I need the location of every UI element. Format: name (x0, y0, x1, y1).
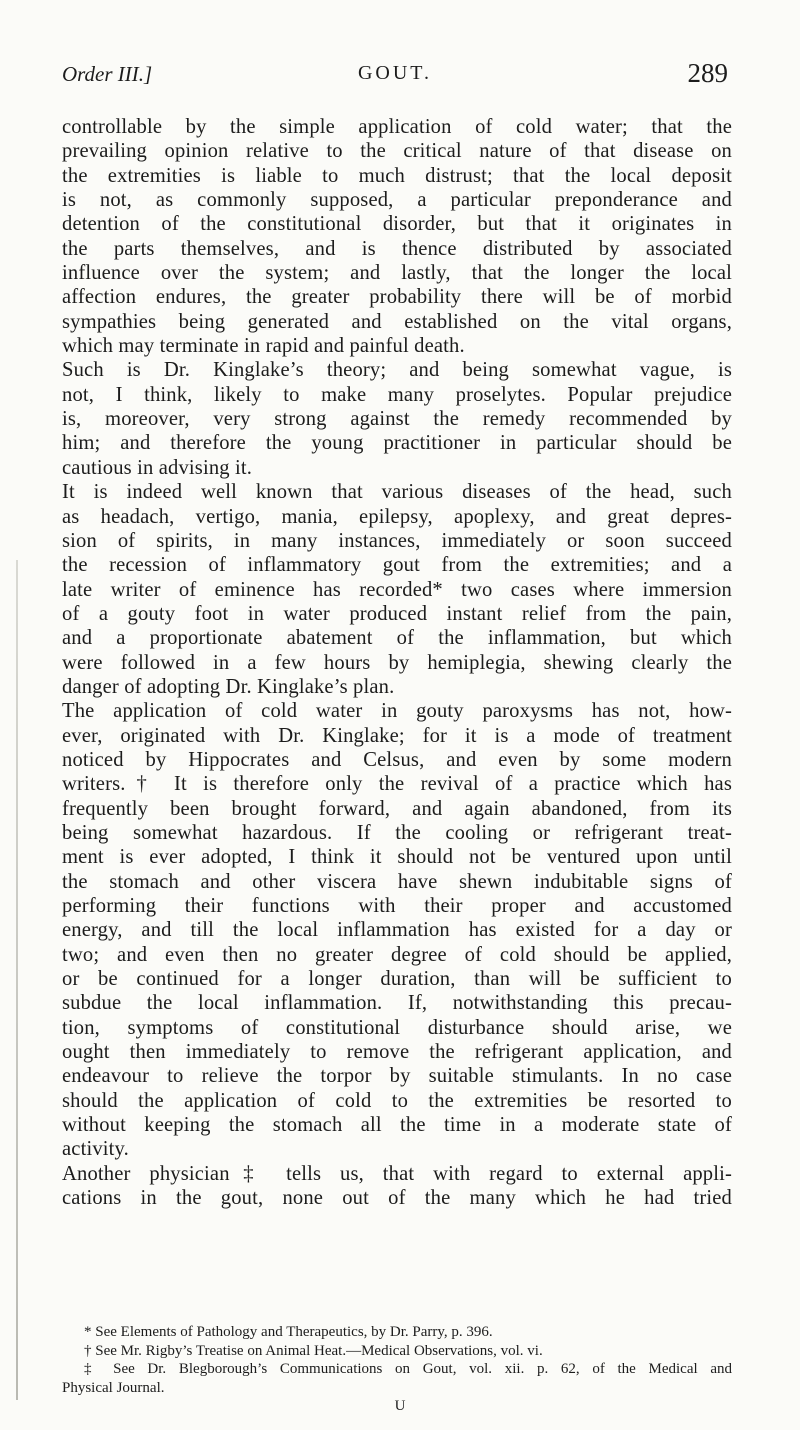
running-header (62, 58, 728, 98)
text-line: as headach, vertigo, mania, epilepsy, apoplexy, and great depres- (62, 505, 732, 528)
text-line: affection endures, the greater probability there will be of morbid (62, 286, 732, 309)
footnote: * See Elements of Pathology and Therapeutics, by Dr. Parry, p. 396. (84, 1324, 493, 1340)
text-line: cations in the gout, none out of the many which he had tried (62, 1187, 732, 1210)
text-line: prevailing opinion relative to the critical nature of that disease on (62, 140, 732, 163)
running-title: GOUT. (357, 62, 433, 84)
text-line: the recession of inflammatory gout from the extremities; and a (62, 554, 732, 577)
footnote: † See Mr. Rigby’s Treatise on Animal Heat.—Medical Observations, vol. vi. (84, 1342, 543, 1359)
text-line: not, I think, likely to make many proselytes. Popular prejudice (62, 383, 732, 406)
text-line: Another physician‡ tells us, that with regard to external appli- (62, 1162, 732, 1185)
footnote-continuation: Physical Journal. (62, 1379, 165, 1396)
text-line: and a proportionate abatement of the inflammation, but which (62, 627, 732, 650)
text-line: Such is Dr. Kinglake’s theory; and being somewhat vague, is (62, 359, 732, 382)
text-line: him; and therefore the young practitioner in particular should be (62, 432, 732, 455)
text-line: or be continued for a longer duration, than will be sufficient to (62, 968, 732, 991)
text-line: without keeping the stomach all the time in a moderate state of (62, 1114, 732, 1137)
text-line: performing their functions with their proper and accustomed (62, 895, 732, 917)
text-line: of a gouty foot in water produced instant relief from the pain, (62, 602, 732, 625)
text-line: the stomach and other viscera have shewn indubitable signs of (62, 870, 732, 893)
text-line: being somewhat hazardous. If the cooling or refrigerant treat- (62, 821, 732, 844)
text-line: It is indeed well known that various diseases of the head, such (62, 481, 732, 504)
text-line: energy, and till the local inflammation has existed for a day or (62, 919, 732, 942)
text-line: were followed in a few hours by hemiplegia, shewing clearly the (62, 651, 732, 674)
text-line: which may terminate in rapid and painful death. (62, 335, 465, 358)
text-line: controllable by the simple application of cold water; that the (62, 116, 732, 138)
footnote: ‡ See Dr. Blegborough’s Communications on Gout, vol. xii. p. 62, of the Medical and (84, 1361, 732, 1377)
text-line: the parts themselves, and is thence distributed by associated (62, 237, 732, 260)
text-line: detention of the constitutional disorder, but that it originates in (62, 213, 732, 236)
section-label: Order III.] (62, 62, 153, 86)
text-line: the extremities is liable to much distrust; that the local deposit (62, 164, 732, 187)
signature-mark: U (394, 1398, 406, 1414)
text-line: should the application of cold to the extremities be resorted to (62, 1089, 732, 1112)
body-text (62, 115, 732, 1210)
text-line: late writer of eminence has recorded* two cases where immersion (62, 578, 732, 601)
text-line: activity. (62, 1138, 129, 1161)
text-line: ment is ever adopted, I think it should not be ventured upon until (62, 846, 732, 869)
text-line: ought then immediately to remove the refrigerant application, and (62, 1041, 732, 1064)
binding-shadow (16, 560, 18, 1400)
footnotes (62, 1323, 732, 1397)
text-line: is not, as commonly supposed, a particular preponderance and (62, 189, 732, 212)
text-line: ever, originated with Dr. Kinglake; for it is a mode of treatment (62, 724, 732, 747)
text-line: two; and even then no greater degree of cold should be applied, (62, 943, 732, 966)
page-number: 289 (687, 58, 728, 88)
text-line: subdue the local inflammation. If, notwithstanding this precau- (62, 992, 732, 1015)
text-line: The application of cold water in gouty paroxysms has not, how- (62, 700, 732, 723)
text-line: sion of spirits, in many instances, immediately or soon succeed (62, 529, 732, 552)
text-line: writers.† It is therefore only the revival of a practice which has (62, 773, 732, 796)
text-line: endeavour to relieve the torpor by suitable stimulants. In no case (62, 1065, 732, 1088)
text-line: danger of adopting Dr. Kinglake’s plan. (62, 675, 395, 698)
text-line: is, moreover, very strong against the remedy recommended by (62, 408, 732, 431)
text-line: sympathies being generated and established on the vital organs, (62, 310, 732, 333)
text-line: frequently been brought forward, and again abandoned, from its (62, 797, 732, 820)
text-line: tion, symptoms of constitutional disturbance should arise, we (62, 1016, 732, 1039)
text-line: cautious in advising it. (62, 456, 253, 479)
text-line: noticed by Hippocrates and Celsus, and even by some modern (62, 748, 732, 771)
text-line: influence over the system; and lastly, that the longer the local (62, 262, 732, 285)
